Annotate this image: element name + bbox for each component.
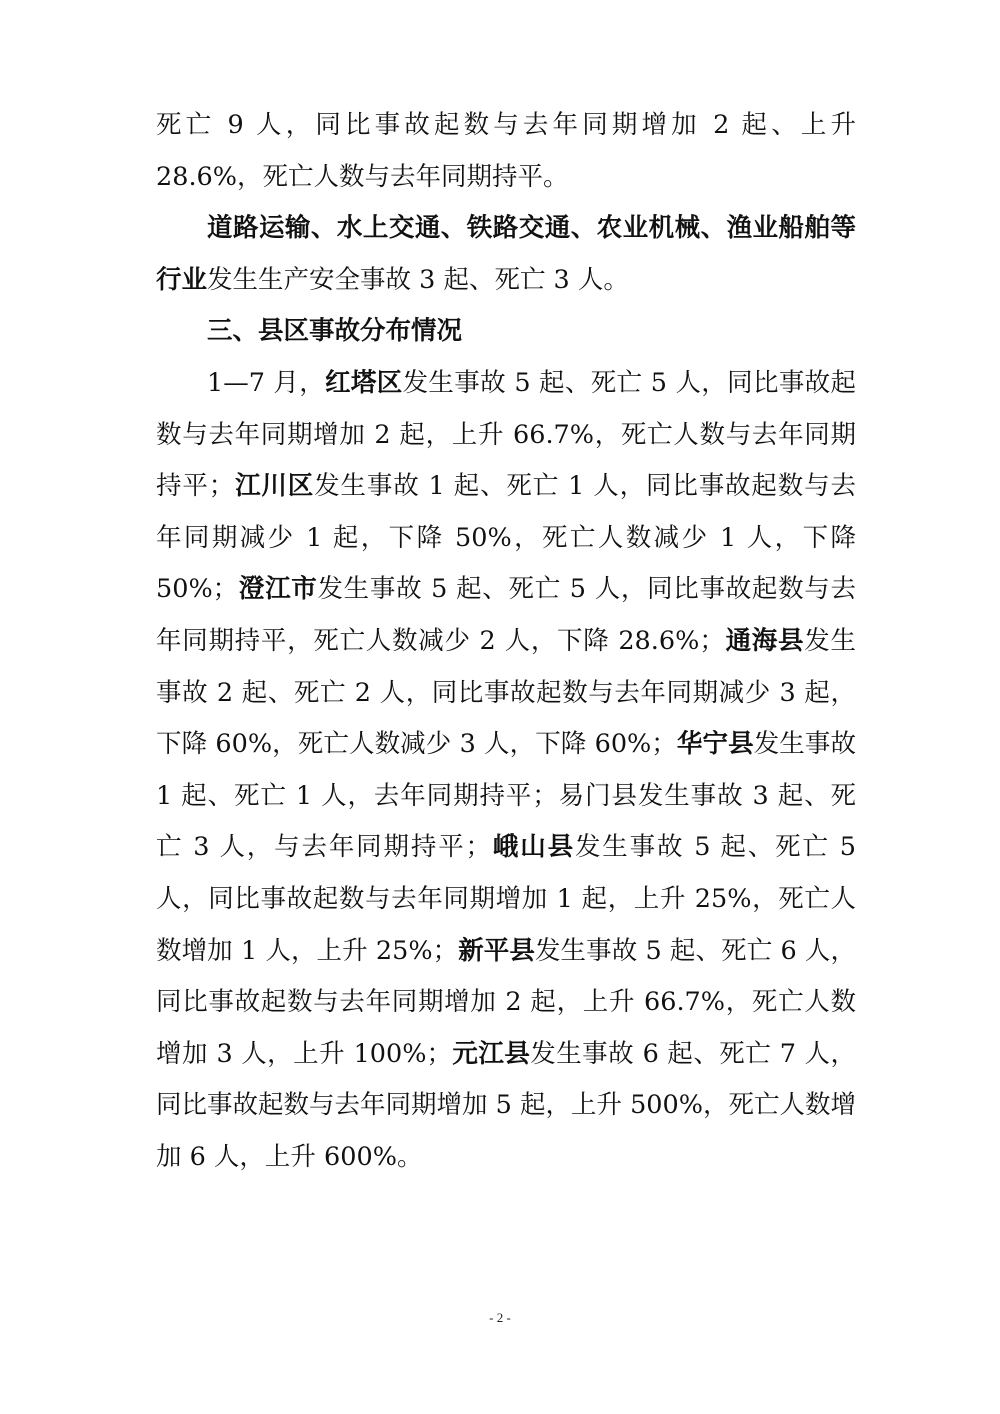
county-text-yuanjiang: 发生事故 6 起、死亡 7 人，同比事故起数与去年同期增加 5 起，上升 500%，死亡人数增加 6 人，上升 600%。 xyxy=(156,1038,856,1172)
county-text-eshan: 发生事故 5 起、死亡 5 人，同比事故起数与去年同期增加 1 起，上升 25%，死亡人数增加 1 人，上升 25%； xyxy=(156,832,856,966)
paragraph-continued: 死亡 9 人，同比事故起数与去年同期增加 2 起、上升 28.6%，死亡人数与去年同期持平。 xyxy=(156,110,856,192)
county-name-hongta: 红塔区 xyxy=(325,367,403,398)
county-text-tonghai: 发生事故 2 起、死亡 2 人，同比事故起数与去年同期减少 3 起，下降 60%，死亡人数减少 3 人，下降 60%； xyxy=(156,625,856,760)
county-name-jiangchuan: 江川区 xyxy=(234,471,315,502)
paragraph-industries xyxy=(156,203,856,306)
county-text-xinping: 发生事故 5 起、死亡 6 人，同比事故起数与去年同期增加 2 起，上升 66.7%，死亡人数增加 3 人，上升 100%； xyxy=(156,935,856,1069)
paragraph-county-details xyxy=(156,358,856,1184)
period-text: 1—7 月， xyxy=(207,367,326,398)
county-name-chengjiang: 澄江市 xyxy=(238,574,318,605)
county-name-eshan: 峨山县 xyxy=(491,832,575,863)
page-number: - 2 - xyxy=(489,1310,511,1325)
county-name-xinping: 新平县 xyxy=(458,935,535,966)
county-name-huaning: 华宁县 xyxy=(676,729,754,760)
county-text-hongta: 发生事故 5 起、死亡 5 人，同比事故起数与去年同期增加 2 起，上升 66.7%，死亡人数与去年同期持平； xyxy=(156,367,856,502)
county-text-chengjiang: 发生事故 5 起、死亡 5 人，同比事故起数与去年同期持平，死亡人数减少 2 人，下降 28.6%； xyxy=(156,574,856,656)
county-name-yuanjiang: 元江县 xyxy=(451,1038,531,1069)
county-name-tonghai: 通海县 xyxy=(724,625,805,656)
industries-text: 发生生产安全事故 3 起、死亡 3 人。 xyxy=(207,264,629,295)
county-text-huaning-yimen: 发生事故 1 起、死亡 1 人，去年同期持平；易门县发生事故 3 起、死亡 3 人，与去年同期持平； xyxy=(156,729,856,863)
industries-bold-label: 道路运输、水上交通、铁路交通、农业机械、渔业船舶等行业 xyxy=(156,213,856,295)
document-body xyxy=(156,100,856,1183)
county-text-jiangchuan: 发生事故 1 起、死亡 1 人，同比事故起数与去年同期减少 1 起，下降 50%，死亡人数减少 1 人，下降 50%； xyxy=(156,471,856,605)
section-heading-county-distribution: 三、县区事故分布情况 xyxy=(207,316,463,347)
